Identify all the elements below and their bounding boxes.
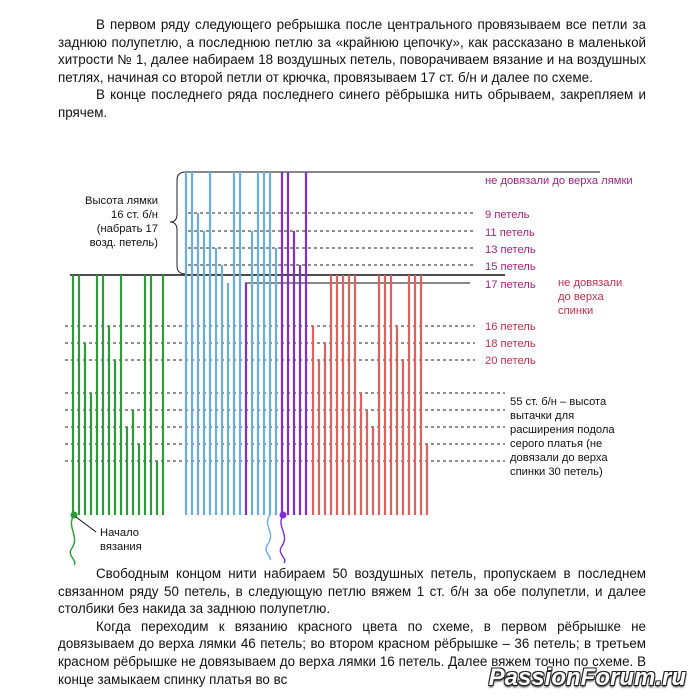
purple-label: не довязали до верха лямки <box>485 175 633 187</box>
note-line3: расширения подола <box>510 424 615 436</box>
left-label-line4: возд. петель) <box>89 237 158 249</box>
left-label-line2: 16 ст. б/н <box>111 209 158 221</box>
red-rib <box>313 275 427 515</box>
loops-11: 11 петель <box>485 227 535 239</box>
loops-9: 9 петель <box>485 209 530 221</box>
note-line5: довязали до верха <box>510 452 608 464</box>
green-rib <box>73 275 163 515</box>
paragraph-4: Когда переходим к вязанию красного цвета по схеме, в первом рёбрышке не довязываем до верха лямки 46 петель; во втором красном рёбрышке – 36 петель; в третьем красном рёбрышке не довязываем до верха лямки 16 петель. Далее вяжем точно по схеме. В конце замыкаем спинку платья во вс <box>58 618 646 687</box>
note-line6: спинки 30 петель) <box>510 466 603 478</box>
loops-20: 20 петель <box>485 355 536 367</box>
left-label-line1: Высота лямки <box>85 195 158 207</box>
red-label-line3: спинки <box>558 305 594 317</box>
paragraph-1: В первом ряду следующего ребрышка после центрального провязываем все петли за заднюю полупетлю, а последнюю петлю за «крайнюю цепочку», как рассказано в маленькой хитрости № 1, далее набираем 18 воздушных петель, поворачиваем вязание и на воздушных петлях, начиная со второй петли от крючка, провязываем 17 ст. б/н и далее по схеме. <box>58 17 646 85</box>
site-watermark: PassionForum.ru <box>488 664 686 691</box>
loops-18: 18 петель <box>485 338 536 350</box>
note-line2: вытачки для <box>510 410 575 422</box>
loops-15: 15 петель <box>485 261 536 273</box>
paragraph-3: Свободным концом нити набираем 50 воздушных петель, пропускаем в последнем связанном ряду 50 петель, в следующую петлю вяжем 1 ст. б/н за обе полупетли, и далее столбики без накида за заднюю полупетлю. <box>58 566 646 617</box>
left-label-line3: (набрать 17 <box>96 223 158 235</box>
purple-dot <box>280 512 287 519</box>
paragraph-2: В конце последнего ряда последнего синего рёбрышка нить обрываем, закрепляем и прячем. <box>58 87 646 120</box>
start-label-line1: Начало <box>100 527 139 539</box>
red-label-line2: до верха <box>558 291 604 303</box>
height-brace <box>170 172 186 274</box>
red-label-line1: не довязали <box>558 277 623 289</box>
note-line1: 55 ст. б/н – высота <box>510 396 607 408</box>
loops-13: 13 петель <box>485 244 536 256</box>
note-line4: серого платья (не <box>510 438 603 450</box>
loops-16: 16 петель <box>485 321 536 333</box>
loops-17: 17 петель <box>485 279 536 291</box>
start-label-line2: вязания <box>100 541 142 553</box>
